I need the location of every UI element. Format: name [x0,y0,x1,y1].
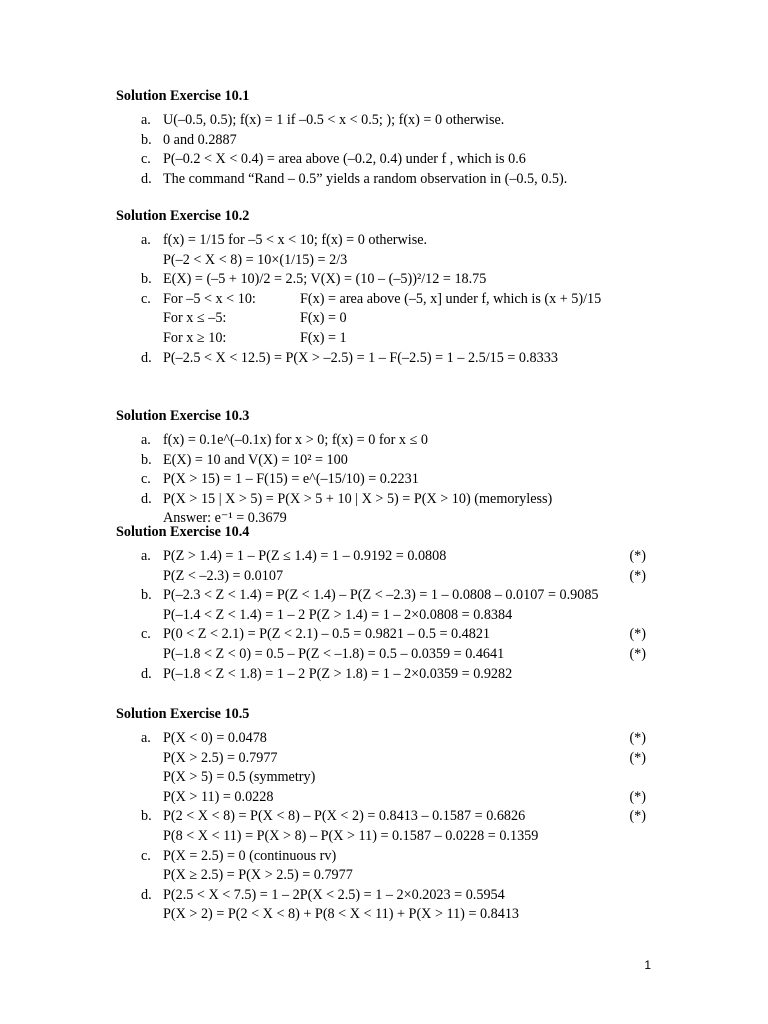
item-second-column: F(x) = area above (–5, x] under f, which is (x + 5)/15 [300,290,602,307]
item-label: c. [141,626,151,643]
item-text: P(–1.8 < Z < 0) = 0.5 – P(Z < –1.8) = 0.5 – 0.0359 = 0.4641 [163,645,505,662]
solution-line [116,451,656,471]
solution-section [116,88,656,189]
solution-line [116,866,656,886]
item-text: P(2 < X < 8) = P(X < 8) – P(X < 2) = 0.8413 – 0.1587 = 0.6826 [163,808,526,825]
item-text: P(X = 2.5) = 0 (continuous rv) [163,847,337,864]
item-label: a. [141,112,151,128]
solution-line [116,309,656,329]
solution-line [116,490,656,510]
solution-line [116,547,656,567]
item-text: P(–2.5 < X < 12.5) = P(X > –2.5) = 1 – F(–2.5) = 1 – 2.5/15 = 0.8333 [163,349,558,366]
solution-line [116,905,656,925]
item-second-column: F(x) = 0 [300,310,347,327]
item-text: E(X) = 10 and V(X) = 10² = 100 [163,451,348,468]
solution-section [116,524,656,684]
item-label: c. [141,471,151,488]
table-reference-mark: (*) [629,548,646,564]
solution-line [116,349,656,369]
item-label: a. [141,730,151,746]
solution-line [116,111,656,131]
solution-section [116,408,656,529]
item-label: d. [141,886,152,903]
item-text: For –5 < x < 10: [163,290,256,307]
item-text: U(–0.5, 0.5); f(x) = 1 if –0.5 < x < 0.5; ); f(x) = 0 otherwise. [163,112,505,128]
item-text: E(X) = (–5 + 10)/2 = 2.5; V(X) = (10 – (–5))²/12 = 18.75 [163,271,487,288]
table-reference-mark: (*) [629,749,646,766]
item-text: P(X ≥ 2.5) = P(X > 2.5) = 0.7977 [163,867,353,884]
solution-line [116,807,656,827]
solution-section [116,208,656,368]
solution-line [116,886,656,906]
item-label: d. [141,349,152,366]
page-number: 1 [644,958,651,972]
item-label: d. [141,665,152,682]
solution-line [116,251,656,271]
table-reference-mark: (*) [629,626,646,643]
item-text: P(X > 11) = 0.0228 [163,788,274,805]
item-text: P(X > 2) = P(2 < X < 8) + P(8 < X < 11) + P(X > 11) = 0.8413 [163,906,520,923]
solution-line [116,431,656,451]
solution-section [116,706,656,925]
section-title: Solution Exercise 10.3 [116,408,250,424]
solution-line [116,768,656,788]
item-text: P(X > 15) = 1 – F(15) = e^(–15/10) = 0.2231 [163,471,419,488]
item-label: c. [141,290,151,307]
item-text: f(x) = 0.1e^(–0.1x) for x > 0; f(x) = 0 for x ≤ 0 [163,432,428,448]
item-label: b. [141,587,152,604]
section-title: Solution Exercise 10.1 [116,88,250,104]
solution-line [116,329,656,349]
item-text: The command “Rand – 0.5” yields a random observation in (–0.5, 0.5). [163,170,568,187]
item-label: b. [141,131,152,148]
item-second-column: F(x) = 1 [300,329,347,346]
item-text: P(–2 < X < 8) = 10×(1/15) = 2/3 [163,251,348,268]
item-label: c. [141,151,151,168]
table-reference-mark: (*) [629,808,646,825]
item-text: f(x) = 1/15 for –5 < x < 10; f(x) = 0 otherwise. [163,232,428,248]
solution-line [116,827,656,847]
solution-line [116,567,656,587]
table-reference-mark: (*) [629,788,646,805]
solution-line [116,150,656,170]
item-text: P(–2.3 < Z < 1.4) = P(Z < 1.4) – P(Z < –2.3) = 1 – 0.0808 – 0.0107 = 0.9085 [163,587,599,604]
item-text: P(2.5 < X < 7.5) = 1 – 2P(X < 2.5) = 1 – 2×0.2023 = 0.5954 [163,886,505,903]
solution-line [116,847,656,867]
solution-line [116,606,656,626]
solution-line [116,170,656,190]
item-text: 0 and 0.2887 [163,131,237,148]
item-text: P(Z < –2.3) = 0.0107 [163,567,284,584]
item-text: P(Z > 1.4) = 1 – P(Z ≤ 1.4) = 1 – 0.9192 = 0.0808 [163,548,447,564]
item-label: b. [141,808,152,825]
solution-line [116,470,656,490]
solution-line [116,586,656,606]
table-reference-mark: (*) [629,567,646,584]
item-label: a. [141,232,151,248]
item-text: P(X > 2.5) = 0.7977 [163,749,278,766]
item-label: d. [141,170,152,187]
item-label: b. [141,451,152,468]
item-text: P(–1.8 < Z < 1.8) = 1 – 2 P(Z > 1.8) = 1 – 2×0.0359 = 0.9282 [163,665,513,682]
item-label: d. [141,490,152,507]
item-label: a. [141,432,151,448]
solution-line [116,625,656,645]
item-label: c. [141,847,151,864]
item-text: For x ≥ 10: [163,329,227,346]
item-text: For x ≤ –5: [163,310,227,327]
solution-line [116,729,656,749]
item-text: P(8 < X < 11) = P(X > 8) – P(X > 11) = 0.1587 – 0.0228 = 0.1359 [163,827,539,844]
table-reference-mark: (*) [629,645,646,662]
solution-line [116,749,656,769]
section-title: Solution Exercise 10.5 [116,706,250,722]
item-text: P(X > 5) = 0.5 (symmetry) [163,769,316,786]
solution-line [116,290,656,310]
item-text: P(X > 15 | X > 5) = P(X > 5 + 10 | X > 5) = P(X > 10) (memoryless) [163,490,553,507]
item-text: P(X < 0) = 0.0478 [163,730,267,746]
section-title: Solution Exercise 10.4 [116,524,250,540]
item-text: P(–1.4 < Z < 1.4) = 1 – 2 P(Z > 1.4) = 1 – 2×0.0808 = 0.8384 [163,606,513,623]
solution-line [116,270,656,290]
item-text: Answer: e⁻¹ = 0.3679 [163,510,287,527]
solution-line [116,665,656,685]
solution-line [116,645,656,665]
section-title: Solution Exercise 10.2 [116,208,250,224]
solution-line [116,131,656,151]
item-label: a. [141,548,151,564]
item-label: b. [141,271,152,288]
solution-line [116,231,656,251]
item-text: P(0 < Z < 2.1) = P(Z < 2.1) – 0.5 = 0.9821 – 0.5 = 0.4821 [163,626,491,643]
table-reference-mark: (*) [629,730,646,746]
item-text: P(–0.2 < X < 0.4) = area above (–0.2, 0.4) under f , which is 0.6 [163,151,526,168]
solution-line [116,788,656,808]
